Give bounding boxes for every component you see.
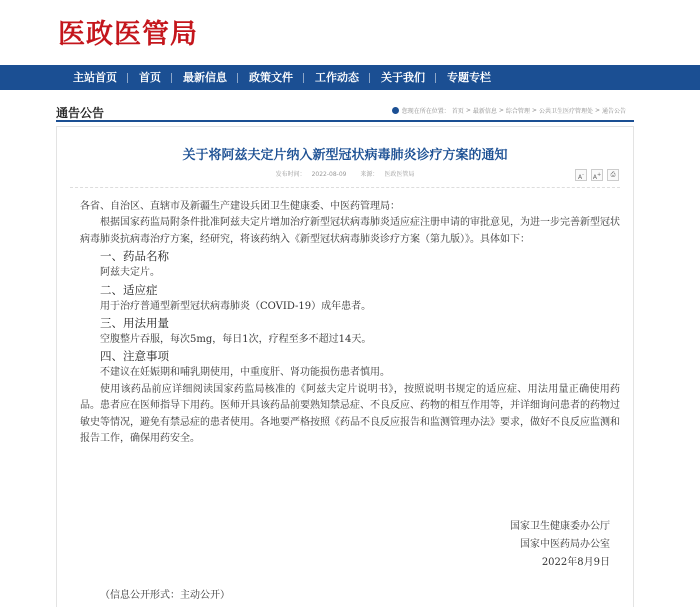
section-header: [56, 100, 634, 122]
breadcrumb-item-current[interactable]: 通告公告: [601, 108, 626, 115]
breadcrumb-sep: >: [594, 107, 600, 114]
breadcrumb: [392, 106, 628, 115]
section-text-4: 不建议在妊娠期和哺乳期使用，中重度肝、肾功能损伤患者慎用。: [100, 367, 390, 379]
nav-item-label: 最新信息: [183, 71, 227, 84]
signature-org-1: 国家卫生健康委办公厅: [510, 521, 610, 532]
breadcrumb-sep: >: [465, 107, 471, 114]
nav-item-home[interactable]: [128, 65, 172, 90]
section-text-2: 用于治疗普通型新型冠状病毒肺炎（COVID-19）成年患者。: [100, 300, 372, 312]
nav-item-topics[interactable]: [436, 65, 502, 90]
nav-item-label: 关于我们: [381, 71, 425, 84]
breadcrumb-item-home[interactable]: 首页: [451, 108, 464, 115]
publish-time-label: 发布时间：: [275, 171, 306, 178]
nav-item-main-home[interactable]: [62, 65, 128, 90]
section-heading-4: 四、注意事项: [100, 349, 169, 364]
section-heading-3: 三、用法用量: [100, 316, 169, 331]
breadcrumb-item-general[interactable]: 综合管理: [505, 108, 530, 115]
article-body: [80, 199, 620, 447]
intro-paragraph: 根据国家药监局附条件批准阿兹夫定片增加治疗新型冠状病毒肺炎适应症注册申请的审批意见，为进一步完善新型冠状病毒肺炎抗病毒治疗方案，经研究，将该药纳入《新型冠状病毒肺炎诊疗方案（第九版）》。具体如下：: [80, 217, 620, 245]
signature-date: 2022年8月9日: [541, 557, 610, 568]
nav-item-label: 工作动态: [315, 71, 359, 84]
breadcrumb-item-dept[interactable]: 公共卫生医疗管理处: [538, 108, 593, 115]
article-title: 关于将阿兹夫定片纳入新型冠状病毒肺炎诊疗方案的通知: [182, 148, 508, 163]
nav-item-latest[interactable]: [172, 65, 238, 90]
breadcrumb-sep: >: [498, 107, 504, 114]
nav-item-label: 专题专栏: [447, 71, 491, 84]
section-heading-1: 一、药品名称: [100, 249, 169, 264]
signature-org-2: 国家中医药局办公室: [520, 539, 610, 550]
divider: [70, 187, 620, 188]
breadcrumb-item-latest[interactable]: 最新信息: [472, 108, 497, 115]
publish-time: 2022-08-09: [311, 171, 347, 178]
breadcrumb-prefix: 您现在所在位置：: [401, 108, 450, 115]
section-text-3: 空腹整片吞服，每次5mg，每日1次，疗程至多不超过14天。: [100, 334, 372, 346]
nav-item-label: 政策文件: [249, 71, 293, 84]
salutation: 各省、自治区、直辖市及新疆生产建设兵团卫生健康委、中医药管理局：: [80, 201, 400, 212]
font-increase-button[interactable]: A+: [591, 169, 603, 181]
nav-item-label: 首页: [139, 71, 161, 84]
font-decrease-button[interactable]: A-: [575, 169, 587, 181]
section-title: 通告公告: [56, 106, 105, 120]
section-heading-2: 二、适应症: [100, 282, 158, 297]
disclosure-note: （信息公开形式：主动公开）: [100, 590, 230, 601]
nav-item-work[interactable]: [304, 65, 370, 90]
source-label: 来源：: [360, 171, 379, 178]
main-nav: [0, 65, 700, 90]
nav-item-label: 主站首页: [73, 71, 117, 84]
article-meta: [56, 169, 634, 178]
print-icon[interactable]: ⎙: [607, 169, 619, 181]
closing-paragraph: 使用该药品前应详细阅读国家药监局核准的《阿兹夫定片说明书》，按照说明书规定的适应症、用法用量正确使用药品。患者应在医师指导下用药。医师开具该药品前要熟知禁忌症、不良反应、药物的相互作用等，并详细询问患者的药物过敏史等情况，避免有禁忌症的患者使用。各地要严格按照《药品不良反应报告和监测管理办法》要求，做好不良反应监测和报告工作，确保用药安全。: [80, 383, 620, 445]
source: 医政医管局: [384, 171, 415, 178]
article-tools: [571, 169, 619, 181]
nav-item-policy[interactable]: [238, 65, 304, 90]
location-icon: [392, 107, 399, 114]
section-text-1: 阿兹夫定片。: [100, 267, 160, 279]
site-logo[interactable]: 医政医管局: [58, 19, 198, 50]
breadcrumb-sep: >: [531, 107, 537, 114]
nav-item-about[interactable]: [370, 65, 436, 90]
